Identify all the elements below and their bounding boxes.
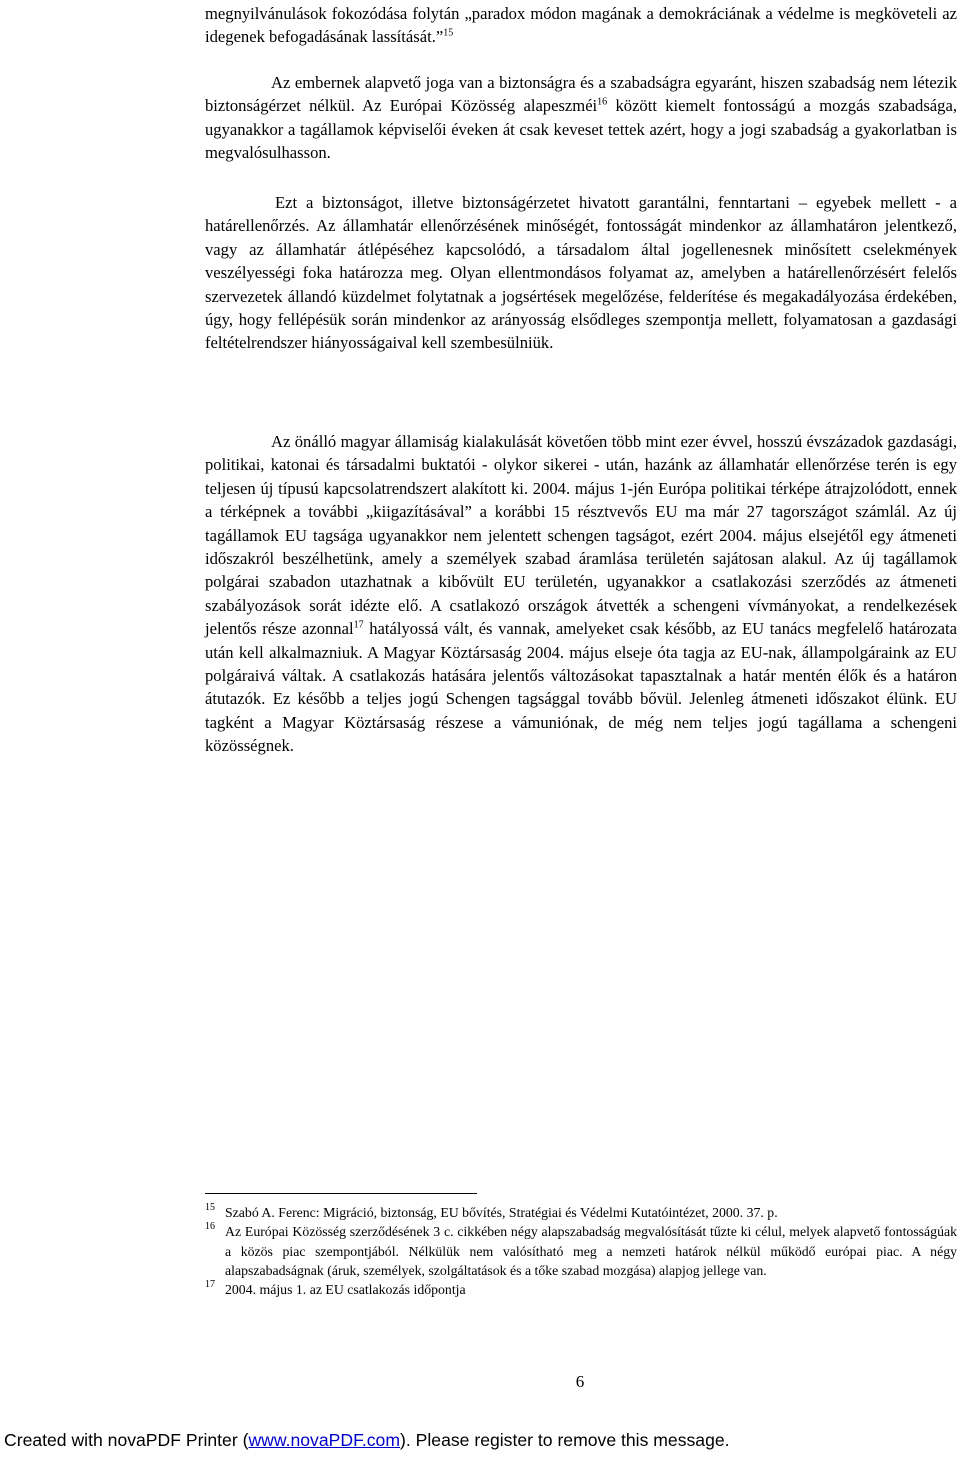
banner-suffix: ). Please register to remove this message.: [400, 1430, 730, 1450]
footnote-number: 15: [205, 1202, 215, 1213]
paragraph-2-text-b: között kiemelt fontosságú a mozgás szabadsága, ugyanakkor a tagállamok képviselői éveken át csak keveset tettek azért, hogy a jogi szabadság a gyakorlatban is megvalósulhasson.: [205, 96, 957, 163]
paragraph-1: [205, 2, 957, 49]
footnote-ref-17[interactable]: 17: [353, 619, 364, 631]
paragraph-2-text-a: Az embernek alapvető joga van a biztonságra és a szabadságra egyaránt, hiszen szabadság nem létezik biztonságérzet nélkül. Az Európai Közösség alapeszméi: [205, 73, 957, 116]
paragraph-3-text: Ezt a biztonságot, illetve biztonságérzetet hivatott garantálni, fenntartani – egyebek mellett - a határellenőrzés. Az államhatár ellenőrzésének minőségét, fontosságát mindenkor az államhatáron jelentkező, vagy az államhatár átlépéséhez kapcsolódó, a társadalom által jogellenesnek minősített cselekmények veszélyességi foka határozza meg. Olyan ellentmondásos folyamat az, amelyben a határellenőrzésért felelős szervezetek állandó küzdelmet folytatnak a jogsértések megelőzése, felderítése és megakadályozása érdekében, úgy, hogy fellépésük során mindenkor az arányosság elsődleges szempontja mellett, folyamatosan a gazdasági feltételrendszer hiányosságaival kell szembesülniük.: [205, 193, 957, 353]
footnote-number: 16: [205, 1221, 215, 1233]
footnote-ref-15[interactable]: 15: [443, 27, 454, 39]
paragraph-4-text-b: hatályossá vált, és vannak, amelyeket csak később, az EU tanács megfelelő határozata után kell alkalmazniuk. A Magyar Köztársaság 2004. május elseje óta tagja az EU-nak, állampolgáraink az EU polgáraivá váltak. A csatlakozás hatására jelentős változásokat tapasztalnak a határ mentén élők és a határon átutazók. Ez később a teljes jogú Schengen tagsággal tovább bővül. Jelenleg átmeneti időszakot élünk. EU tagként a Magyar Köztársaság részese a vámuniónak, de még nem teljes jogú tagállama a schengeni közösségnek.: [205, 619, 957, 756]
footnote-16: [205, 1222, 957, 1280]
footnote-ref-16[interactable]: 16: [597, 96, 608, 108]
footnote-text: Szabó A. Ferenc: Migráció, biztonság, EU bővítés, Stratégiai és Védelmi Kutatóintézet, 2000. 37. p.: [225, 1205, 778, 1220]
footnote-number: 17: [205, 1279, 215, 1291]
paragraph-4-text-a: Az önálló magyar államiság kialakulását követően több mint ezer évvel, hosszú évszázadok gazdasági, politikai, katonai és társadalmi buktatói - olykor sikerei - után, hazánk az államhatár ellenőrzése terén is egy teljesen új típusú kapcsolatrendszert alakított ki. 2004. május 1-jén Európa politikai térképe átrajzolódott, ennek a térképnek a további „kiigazításával” a korábbi 15 résztvevős EU ma már 27 tagországot számlál. Az új tagállamok EU tagsága ugyanakkor nem jelentett schengen tagságot, ezért 2004. május elsejétől egy átmeneti időszakról beszélhetünk, amely a személyek szabad áramlása területén sajátosan alakul. Az új tagállamok polgárai szabadon utazhatnak a kibővült EU területén, ugyanakkor a csatlakozási szerződés az átmeneti szabályozások sorát idézte elő. A csatlakozó országok átvették a schengeni vívmányokat, a rendelkezések jelentős része azonnal: [205, 432, 957, 639]
page-number: 6: [575, 1372, 585, 1391]
footnote-15: [205, 1203, 957, 1222]
footnote-separator: [205, 1193, 477, 1194]
paragraph-1-text: megnyilvánulások fokozódása folytán „paradox módon magának a demokráciának a védelme is megköveteli az idegenek befogadásának lassítását.”: [205, 4, 957, 47]
banner-prefix: Created with novaPDF Printer (: [4, 1430, 249, 1450]
footnotes: [205, 1203, 957, 1299]
novapdf-banner: [4, 1430, 730, 1451]
novapdf-link[interactable]: www.novaPDF.com: [248, 1430, 401, 1450]
footnote-text: Az Európai Közösség szerződésének 3 c. cikkében négy alapszabadság megvalósítását tűzte ki célul, melyek alapvető fontosságúak a közös piac szempontjából. Nélkülük nem valósítható meg a nemzeti határok nélkül működő európai piac. A négy alapszabadságnak (áruk, személyek, szolgáltatások és a tőke szabad mozgása) alapjog jellege van.: [225, 1224, 957, 1278]
footnote-17: [205, 1280, 957, 1299]
paragraph-4: [205, 430, 957, 758]
paragraph-3: [205, 191, 957, 355]
footnote-text: 2004. május 1. az EU csatlakozás időpontja: [225, 1282, 466, 1298]
paragraph-2: [205, 71, 957, 165]
